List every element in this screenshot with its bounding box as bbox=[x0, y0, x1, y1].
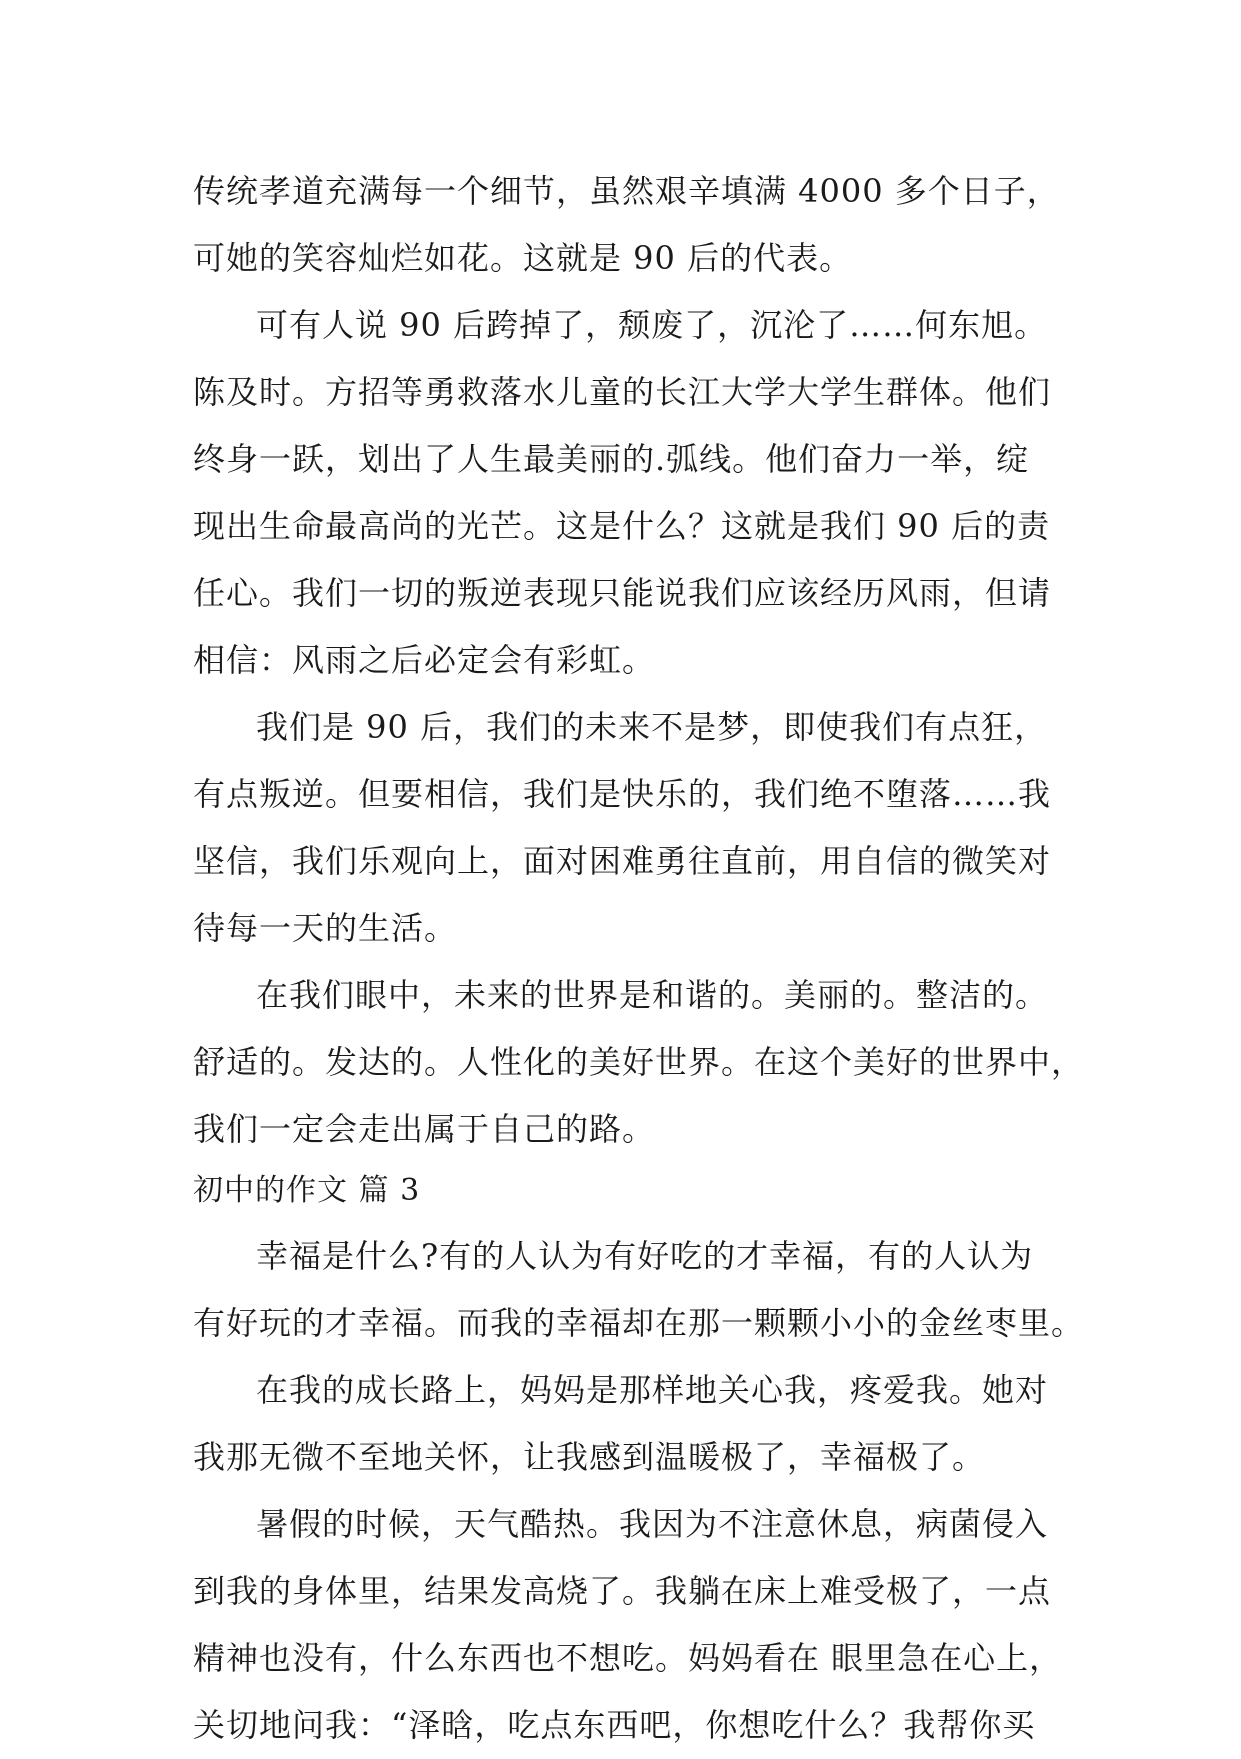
text-line: 舒适的。发达的。人性化的美好世界。在这个美好的世界中， bbox=[193, 1043, 1085, 1081]
text-line: 现出生命最高尚的光芒。这是什么？这就是我们 90 后的责 bbox=[193, 507, 1051, 545]
text-line: 坚信，我们乐观向上，面对困难勇往直前，用自信的微笑对 bbox=[193, 842, 1052, 880]
document-body bbox=[193, 158, 1085, 1759]
text-line: 终身一跃，划出了人生最美丽的.弧线。他们奋力一举，绽 bbox=[193, 440, 1030, 478]
text-line: 陈及时。方招等勇救落水儿童的长江大学大学生群体。他们 bbox=[193, 373, 1052, 411]
text-line: 我那无微不至地关怀，让我感到温暖极了，幸福极了。 bbox=[193, 1438, 986, 1476]
text-line: 有点叛逆。但要相信，我们是快乐的，我们绝不堕落……我 bbox=[193, 775, 1052, 813]
section-heading: 初中的作文 篇 3 bbox=[193, 1173, 421, 1208]
text-line: 关切地问我：“泽晗，吃点东西吧，你想吃什么？我帮你买 bbox=[193, 1706, 1036, 1744]
text-line: 到我的身体里，结果发高烧了。我躺在床上难受极了，一点 bbox=[193, 1572, 1052, 1610]
text-line: 任心。我们一切的叛逆表现只能说我们应该经历风雨，但请 bbox=[193, 574, 1052, 612]
paragraph-start-line: 我们是 90 后，我们的未来不是梦，即使我们有点狂， bbox=[256, 708, 1048, 746]
paragraph-start-line: 可有人说 90 后跨掉了，颓废了，沉沦了……何东旭。 bbox=[256, 306, 1048, 344]
paragraph-start-line: 在我们眼中，未来的世界是和谐的。美丽的。整洁的。 bbox=[256, 976, 1049, 1014]
text-line: 我们一定会走出属于自己的路。 bbox=[193, 1110, 656, 1148]
paragraph-start-line: 幸福是什么?有的人认为有好吃的才幸福，有的人认为 bbox=[256, 1237, 1034, 1275]
text-line: 有好玩的才幸福。而我的幸福却在那一颗颗小小的金丝枣里。 bbox=[193, 1304, 1085, 1342]
text-line: 精神也没有，什么东西也不想吃。妈妈看在 眼里急在心上， bbox=[193, 1639, 1063, 1677]
text-line: 相信：风雨之后必定会有彩虹。 bbox=[193, 641, 656, 679]
paragraph-start-line: 暑假的时候，天气酷热。我因为不注意休息，病菌侵入 bbox=[256, 1505, 1049, 1543]
text-line: 传统孝道充满每一个细节，虽然艰辛填满 4000 多个日子， bbox=[193, 172, 1060, 210]
paragraph-start-line: 在我的成长路上，妈妈是那样地关心我，疼爱我。她对 bbox=[256, 1371, 1049, 1409]
text-line: 待每一天的生活。 bbox=[193, 909, 458, 947]
text-line: 可她的笑容灿烂如花。这就是 90 后的代表。 bbox=[193, 239, 853, 277]
